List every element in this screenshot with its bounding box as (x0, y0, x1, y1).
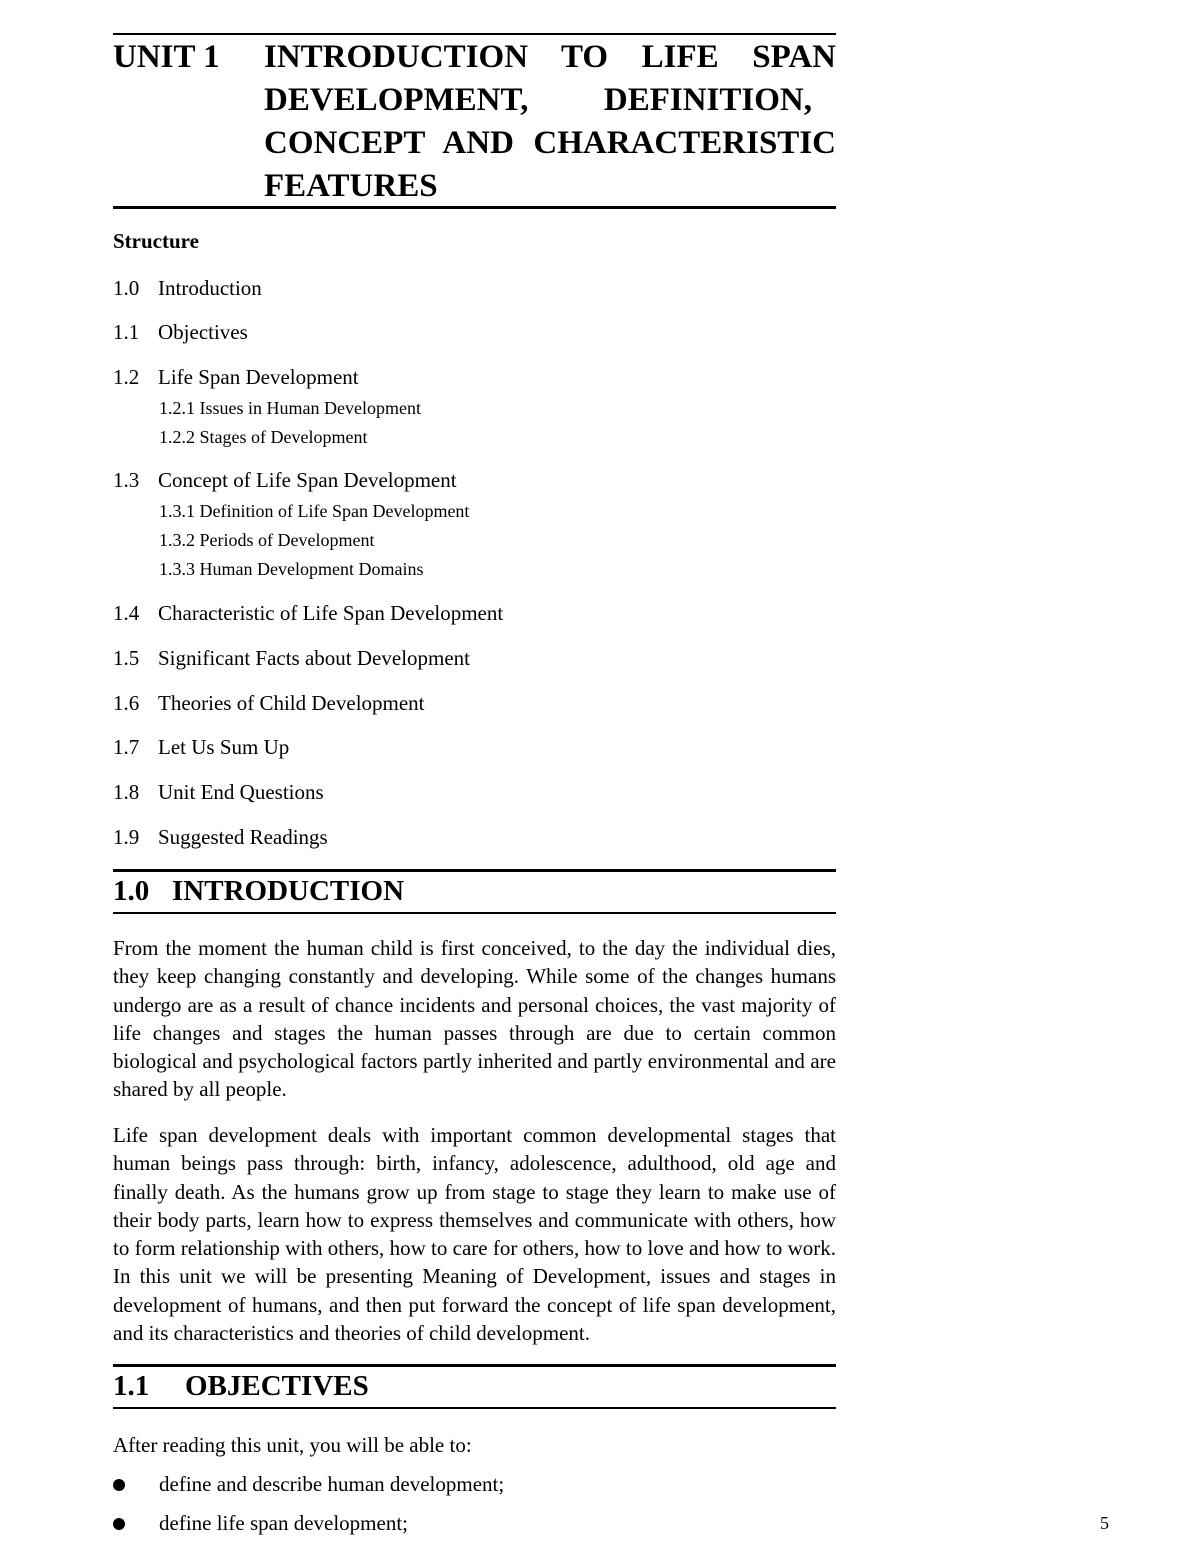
toc-item-label: Let Us Sum Up (158, 735, 290, 759)
toc-item (113, 690, 425, 716)
toc-item-number: 1.2 (113, 365, 140, 389)
header-bottom-rule (113, 206, 836, 209)
section-top-rule (113, 1364, 836, 1367)
toc-item-number: 1.4 (113, 601, 140, 625)
toc-item-number: 1.9 (113, 825, 140, 849)
toc-item (113, 779, 324, 805)
toc-item-number: 1.6 (113, 691, 140, 715)
toc-item-label: Significant Facts about Development (158, 646, 471, 670)
toc-subitem: 1.3.3 Human Development Domains (159, 559, 424, 579)
toc-item (113, 600, 503, 626)
objectives-lead: After reading this unit, you will be able to: (113, 1433, 472, 1457)
structure-heading: Structure (113, 229, 199, 253)
toc-item (113, 467, 457, 493)
toc-item-number: 1.7 (113, 735, 140, 759)
toc-item-number: 1.1 (113, 320, 140, 344)
title-line: CONCEPT AND CHARACTERISTIC (264, 125, 836, 161)
title-line: FEATURES (264, 168, 438, 204)
toc-item-label: Characteristic of Life Span Development (158, 601, 504, 625)
toc-item-number: 1.5 (113, 646, 140, 670)
toc-subitem: 1.3.1 Definition of Life Span Development (159, 501, 470, 521)
title-line: INTRODUCTION TO LIFE SPAN (264, 39, 836, 75)
section-top-rule (113, 869, 836, 872)
toc-subitem: 1.2.2 Stages of Development (159, 427, 368, 447)
section-number: 1.1 (113, 1370, 150, 1402)
bullet-icon (113, 1518, 125, 1530)
section-heading-objectives (113, 1368, 369, 1404)
toc-item-label: Life Span Development (158, 365, 359, 389)
bullet-icon (113, 1479, 125, 1491)
section-number: 1.0 (113, 875, 150, 907)
section-heading-introduction (113, 873, 404, 909)
list-item-text: define and describe human development; (159, 1472, 505, 1496)
toc-item (113, 645, 470, 671)
toc-item (113, 824, 328, 850)
list-item-text: define life span development; (159, 1511, 408, 1535)
toc-item (113, 319, 248, 345)
section-bottom-rule (113, 1407, 836, 1409)
unit-title (264, 36, 836, 208)
toc-item-label: Objectives (158, 320, 248, 344)
toc-subitem: 1.3.2 Periods of Development (159, 530, 375, 550)
toc-item-label: Unit End Questions (158, 780, 324, 804)
toc-item-number: 1.3 (113, 468, 140, 492)
toc-item-label: Suggested Readings (158, 825, 328, 849)
section-title: INTRODUCTION (172, 875, 405, 907)
title-line: DEVELOPMENT, DEFINITION, (264, 82, 812, 118)
paragraph: From the moment the human child is first conceived, to the day the individual dies, they keep changing constantly and developing. While some of the changes humans undergo are as a result of chance incidents and personal choices, the vast majority of life changes and stages the human passes through are due to certain common biological and psychological factors partly inherited and partly environmental and are shared by all people. (113, 936, 836, 1102)
toc-item-number: 1.0 (113, 276, 140, 300)
paragraph: Life span development deals with important common developmental stages that human beings pass through: birth, infancy, adolescence, adulthood, old age and finally death. As the humans grow up from stage to stage they learn to make use of their body parts, learn how to express themselves and communicate with others, how to form relationship with others, how to care for others, how to love and how to work. In this unit we will be presenting Meaning of Development, issues and stages in development of humans, and then put forward the concept of life span development, and its characteristics and theories of child development. (113, 1123, 836, 1346)
section-title: OBJECTIVES (185, 1370, 369, 1402)
top-rule (113, 33, 836, 35)
toc-item-label: Theories of Child Development (158, 691, 425, 715)
toc-item-number: 1.8 (113, 780, 140, 804)
toc-item (113, 734, 289, 760)
toc-subitem: 1.2.1 Issues in Human Development (159, 398, 421, 418)
toc-item-label: Introduction (158, 276, 262, 300)
toc-item-label: Concept of Life Span Development (158, 468, 457, 492)
section-bottom-rule (113, 912, 836, 914)
page-number: 5 (1100, 1513, 1109, 1533)
unit-label: UNIT 1 (113, 39, 220, 75)
toc-item (113, 364, 359, 390)
toc-item (113, 275, 262, 301)
